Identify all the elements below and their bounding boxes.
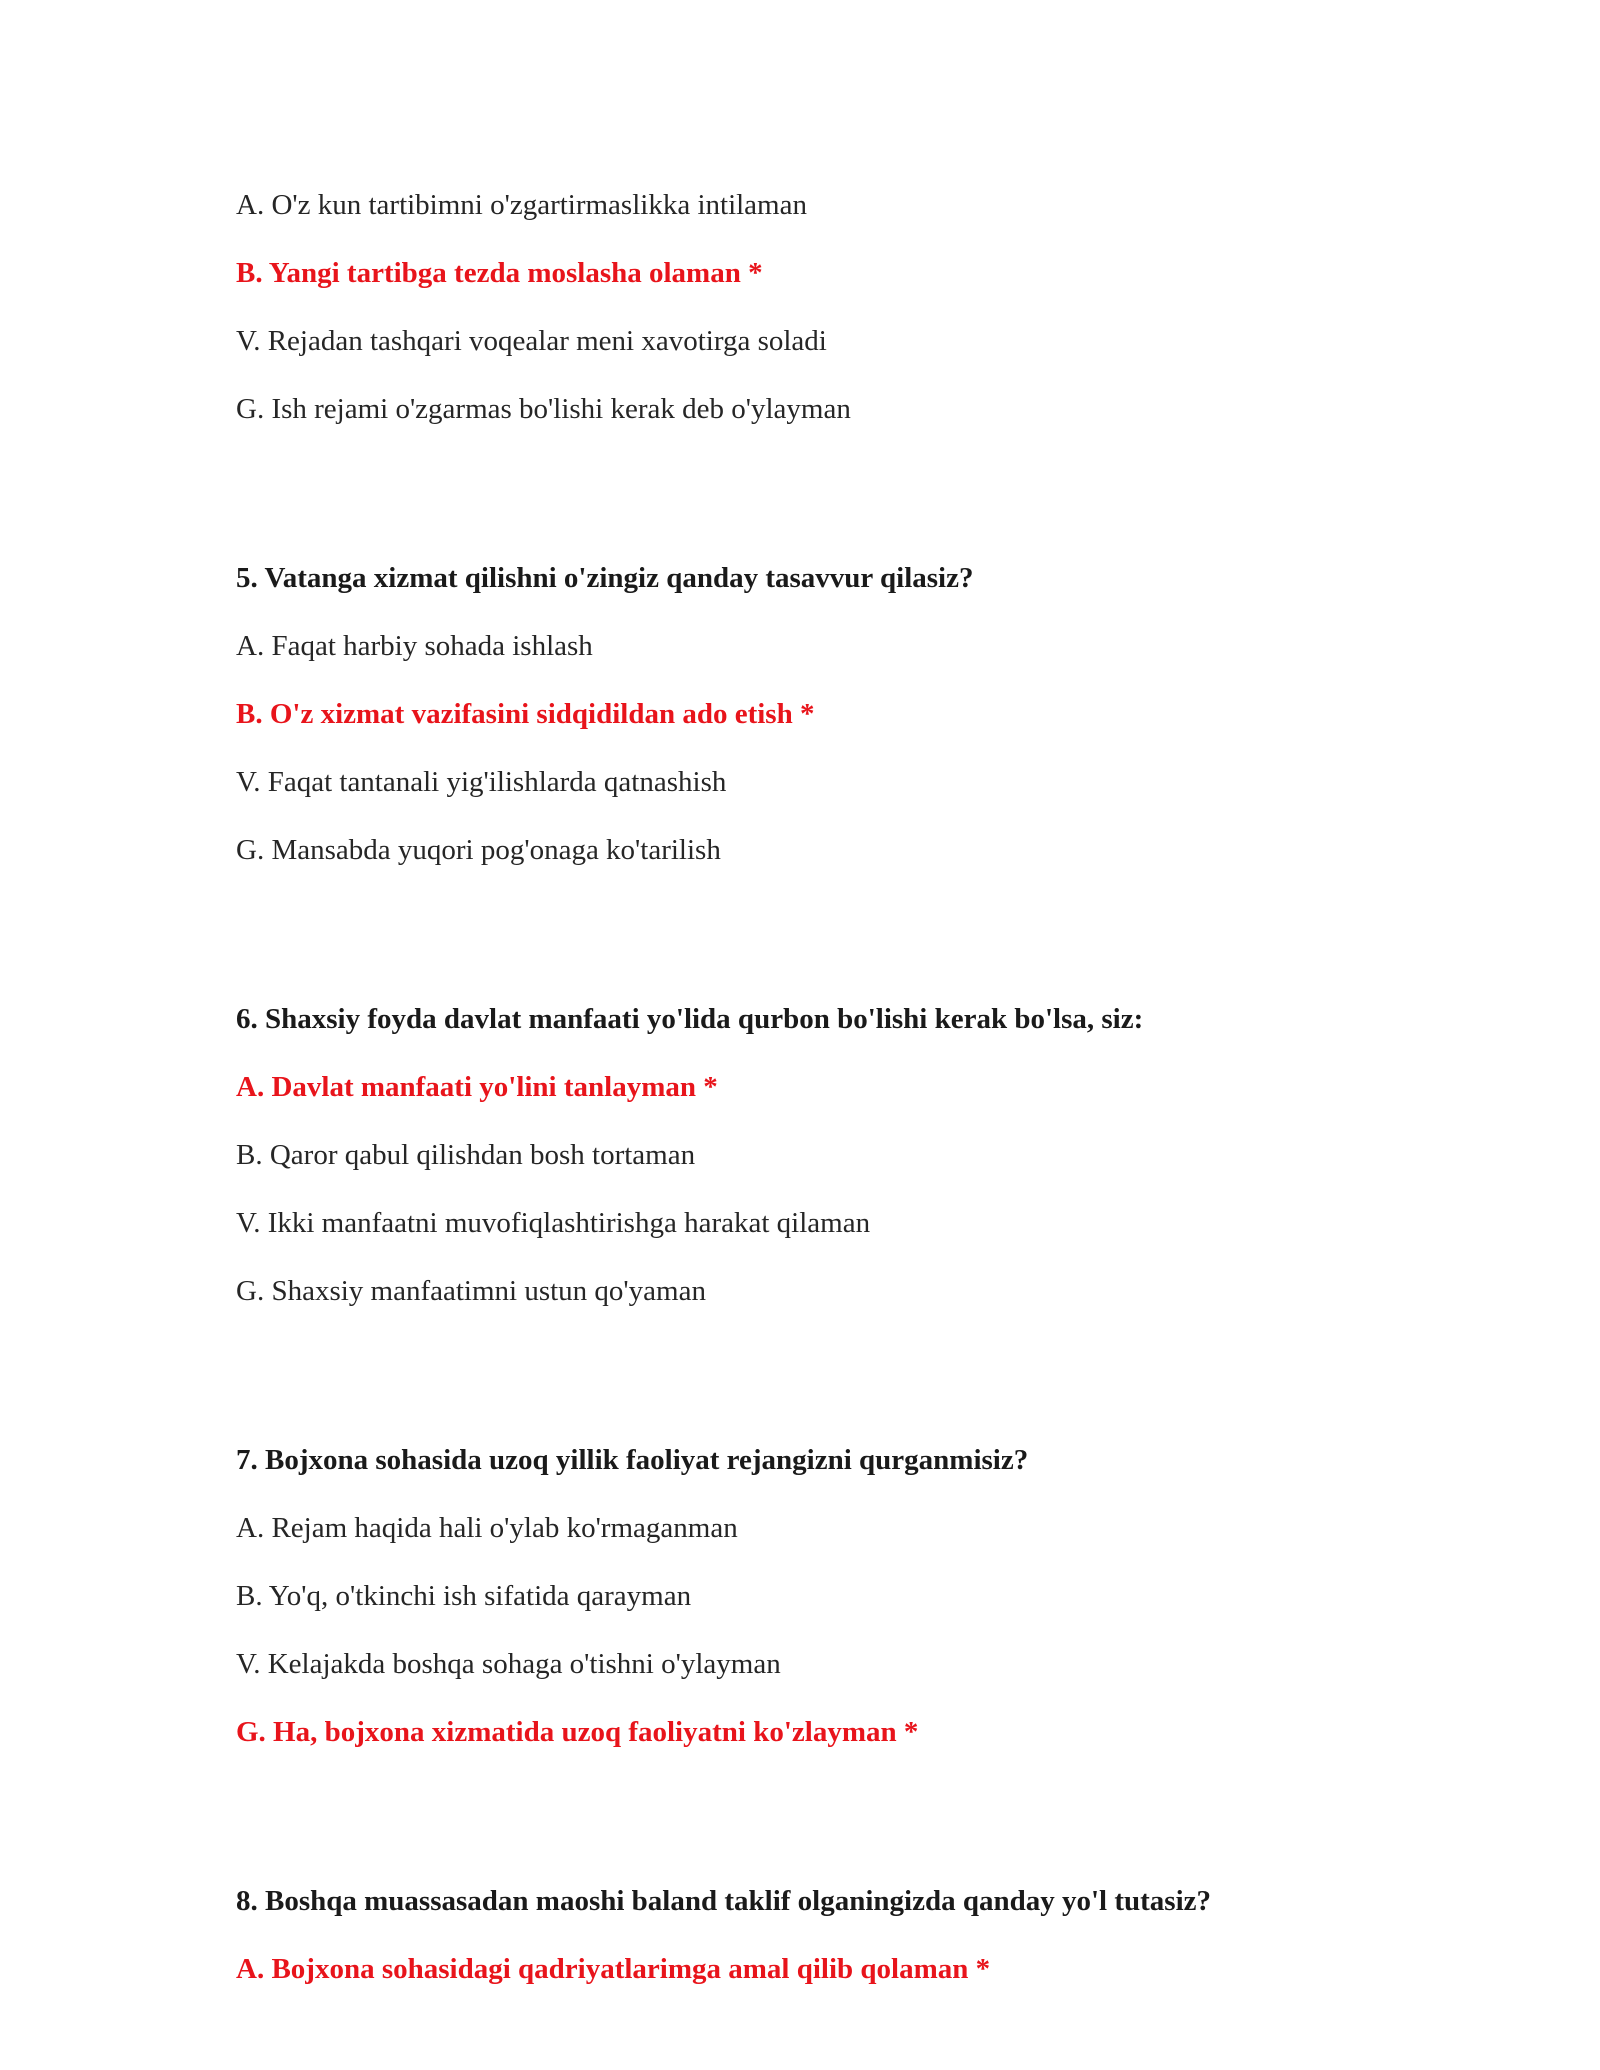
option-v: V. Ikki manfaatni muvofiqlashtirishga harakat qilaman [236,1207,871,1239]
option-a: A. O'z kun tartibimni o'zgartirmaslikka intilaman [236,189,807,221]
option-g-correct: G. Ha, bojxona xizmatida uzoq faoliyatni ko'zlayman * [236,1716,919,1748]
option-a-correct: A. Bojxona sohasidagi qadriyatlarimga amal qilib qolaman * [236,1953,991,1985]
question-title: 6. Shaxsiy foyda davlat manfaati yo'lida qurbon bo'lishi kerak bo'lsa, siz: [236,1003,1144,1035]
question-block-8 [236,1884,1466,1986]
option-v: V. Kelajakda boshqa sohaga o'tishni o'ylayman [236,1648,781,1680]
option-g: G. Mansabda yuqori pog'onaga ko'tarilish [236,834,721,866]
option-g: G. Ish rejami o'zgarmas bo'lishi kerak deb o'ylayman [236,393,851,425]
question-block-7 [236,1443,1466,1749]
option-a: A. Faqat harbiy sohada ishlash [236,630,593,662]
question-block-6 [236,1002,1466,1308]
question-title: 5. Vatanga xizmat qilishni o'zingiz qanday tasavvur qilasiz? [236,562,974,594]
option-v: V. Rejadan tashqari voqealar meni xavotirga soladi [236,325,827,357]
option-a: A. Rejam haqida hali o'ylab ko'rmaganman [236,1512,738,1544]
question-title: 7. Bojxona sohasida uzoq yillik faoliyat rejangizni qurganmisiz? [236,1444,1029,1476]
spacer [236,901,1466,1002]
option-b-correct: B. O'z xizmat vazifasini sidqidildan ado etish * [236,698,815,730]
spacer [236,460,1466,561]
question-title: 8. Boshqa muassasadan maoshi baland taklif olganingizda qanday yo'l tutasiz? [236,1885,1211,1917]
option-g: G. Shaxsiy manfaatimni ustun qo'yaman [236,1275,706,1307]
option-a-correct: A. Davlat manfaati yo'lini tanlayman * [236,1071,718,1103]
spacer [236,1783,1466,1884]
option-b: B. Yo'q, o'tkinchi ish sifatida qarayman [236,1580,692,1612]
spacer [236,1342,1466,1443]
question-block-4 [236,188,1466,426]
option-b: B. Qaror qabul qilishdan bosh tortaman [236,1139,696,1171]
option-v: V. Faqat tantanali yig'ilishlarda qatnashish [236,766,727,798]
document-page [236,188,1466,2020]
option-b-correct: B. Yangi tartibga tezda moslasha olaman * [236,257,763,289]
question-block-5 [236,561,1466,867]
